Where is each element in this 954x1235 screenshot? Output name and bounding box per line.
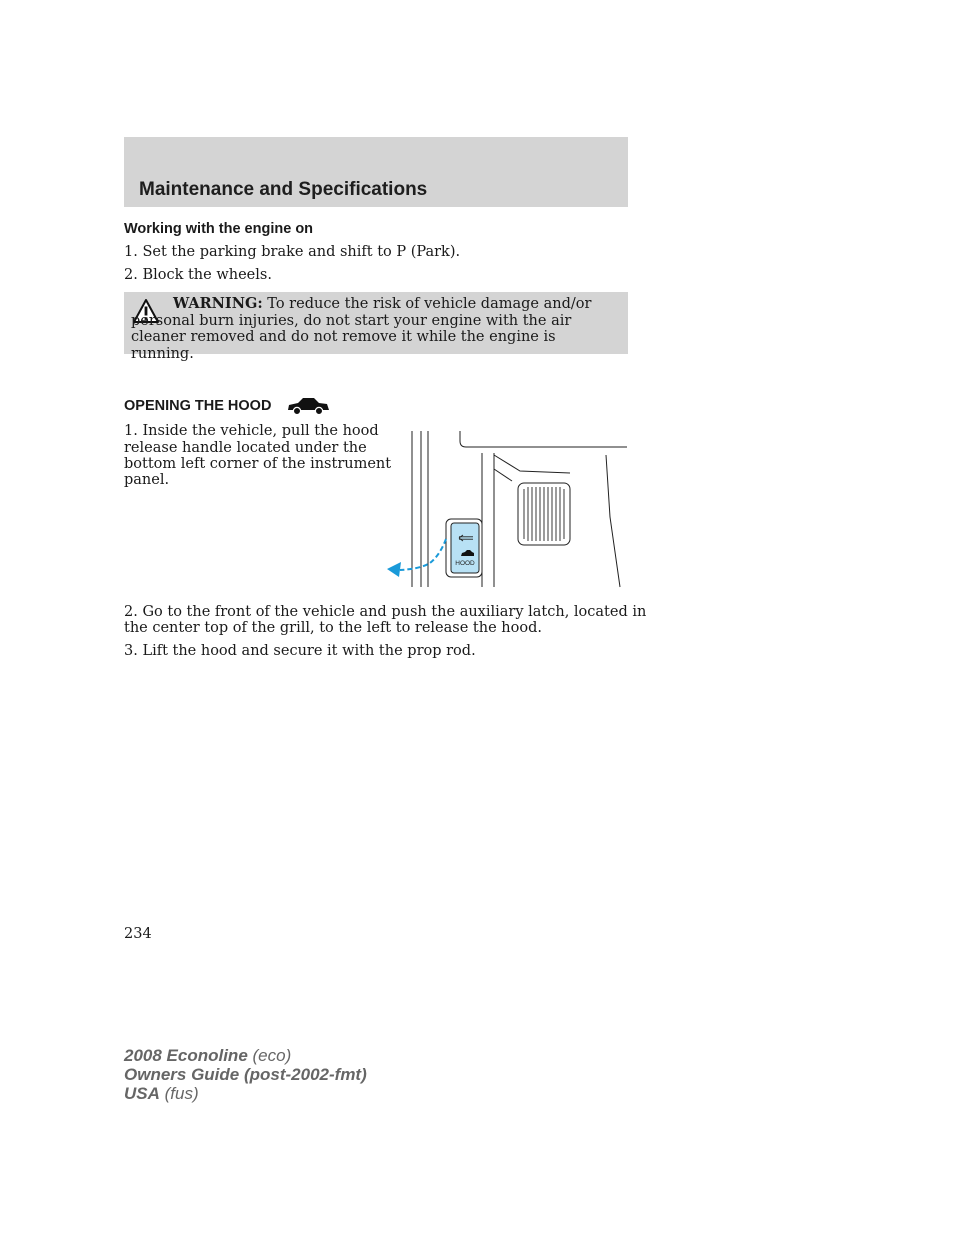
document-footer <box>124 1046 367 1103</box>
pull-direction-path <box>400 539 446 570</box>
warning-label: WARNING: <box>173 295 263 312</box>
page-number: 234 <box>124 926 152 942</box>
section-title: Maintenance and Specifications <box>139 179 428 200</box>
warning-body: To reduce the risk of vehicle damage and/or personal burn injuries, do not start your engine with the air cleaner removed and do not remove it while the engine is running. <box>131 296 592 362</box>
hood-release-illustration <box>384 427 630 589</box>
section-header-band <box>124 137 628 207</box>
hood-step-2-line-1: 2. Go to the front of the vehicle and push the auxiliary latch, located in <box>124 604 647 620</box>
engine-on-step-1: 1. Set the parking brake and shift to P (Park). <box>124 244 461 260</box>
hood-step-3: 3. Lift the hood and secure it with the prop rod. <box>124 643 476 659</box>
warning-box <box>124 292 628 362</box>
car-hood-icon <box>286 396 330 416</box>
hood-step-2-line-2: the center top of the grill, to the left to release the hood. <box>124 620 542 636</box>
opening-hood-heading: OPENING THE HOOD <box>124 398 272 414</box>
footer-market-code: (fus) <box>164 1084 199 1103</box>
engine-on-heading: Working with the engine on <box>124 221 314 237</box>
hood-step-1-line-1: 1. Inside the vehicle, pull the hood <box>124 423 379 439</box>
footer-market: USA <box>124 1084 160 1103</box>
footer-model-code: (eco) <box>252 1046 292 1065</box>
pull-arrow-icon <box>387 562 401 577</box>
footer-model: 2008 Econoline <box>124 1046 248 1065</box>
hood-label: HOOD <box>455 560 475 567</box>
hood-step-1-line-3: bottom left corner of the instrument <box>124 456 392 472</box>
hood-step-1-line-4: panel. <box>124 472 170 488</box>
engine-on-step-2: 2. Block the wheels. <box>124 267 272 283</box>
warning-text <box>131 296 621 362</box>
footer-guide: Owners Guide (post-2002-fmt) <box>124 1065 367 1084</box>
hood-step-1-line-2: release handle located under the <box>124 440 367 456</box>
